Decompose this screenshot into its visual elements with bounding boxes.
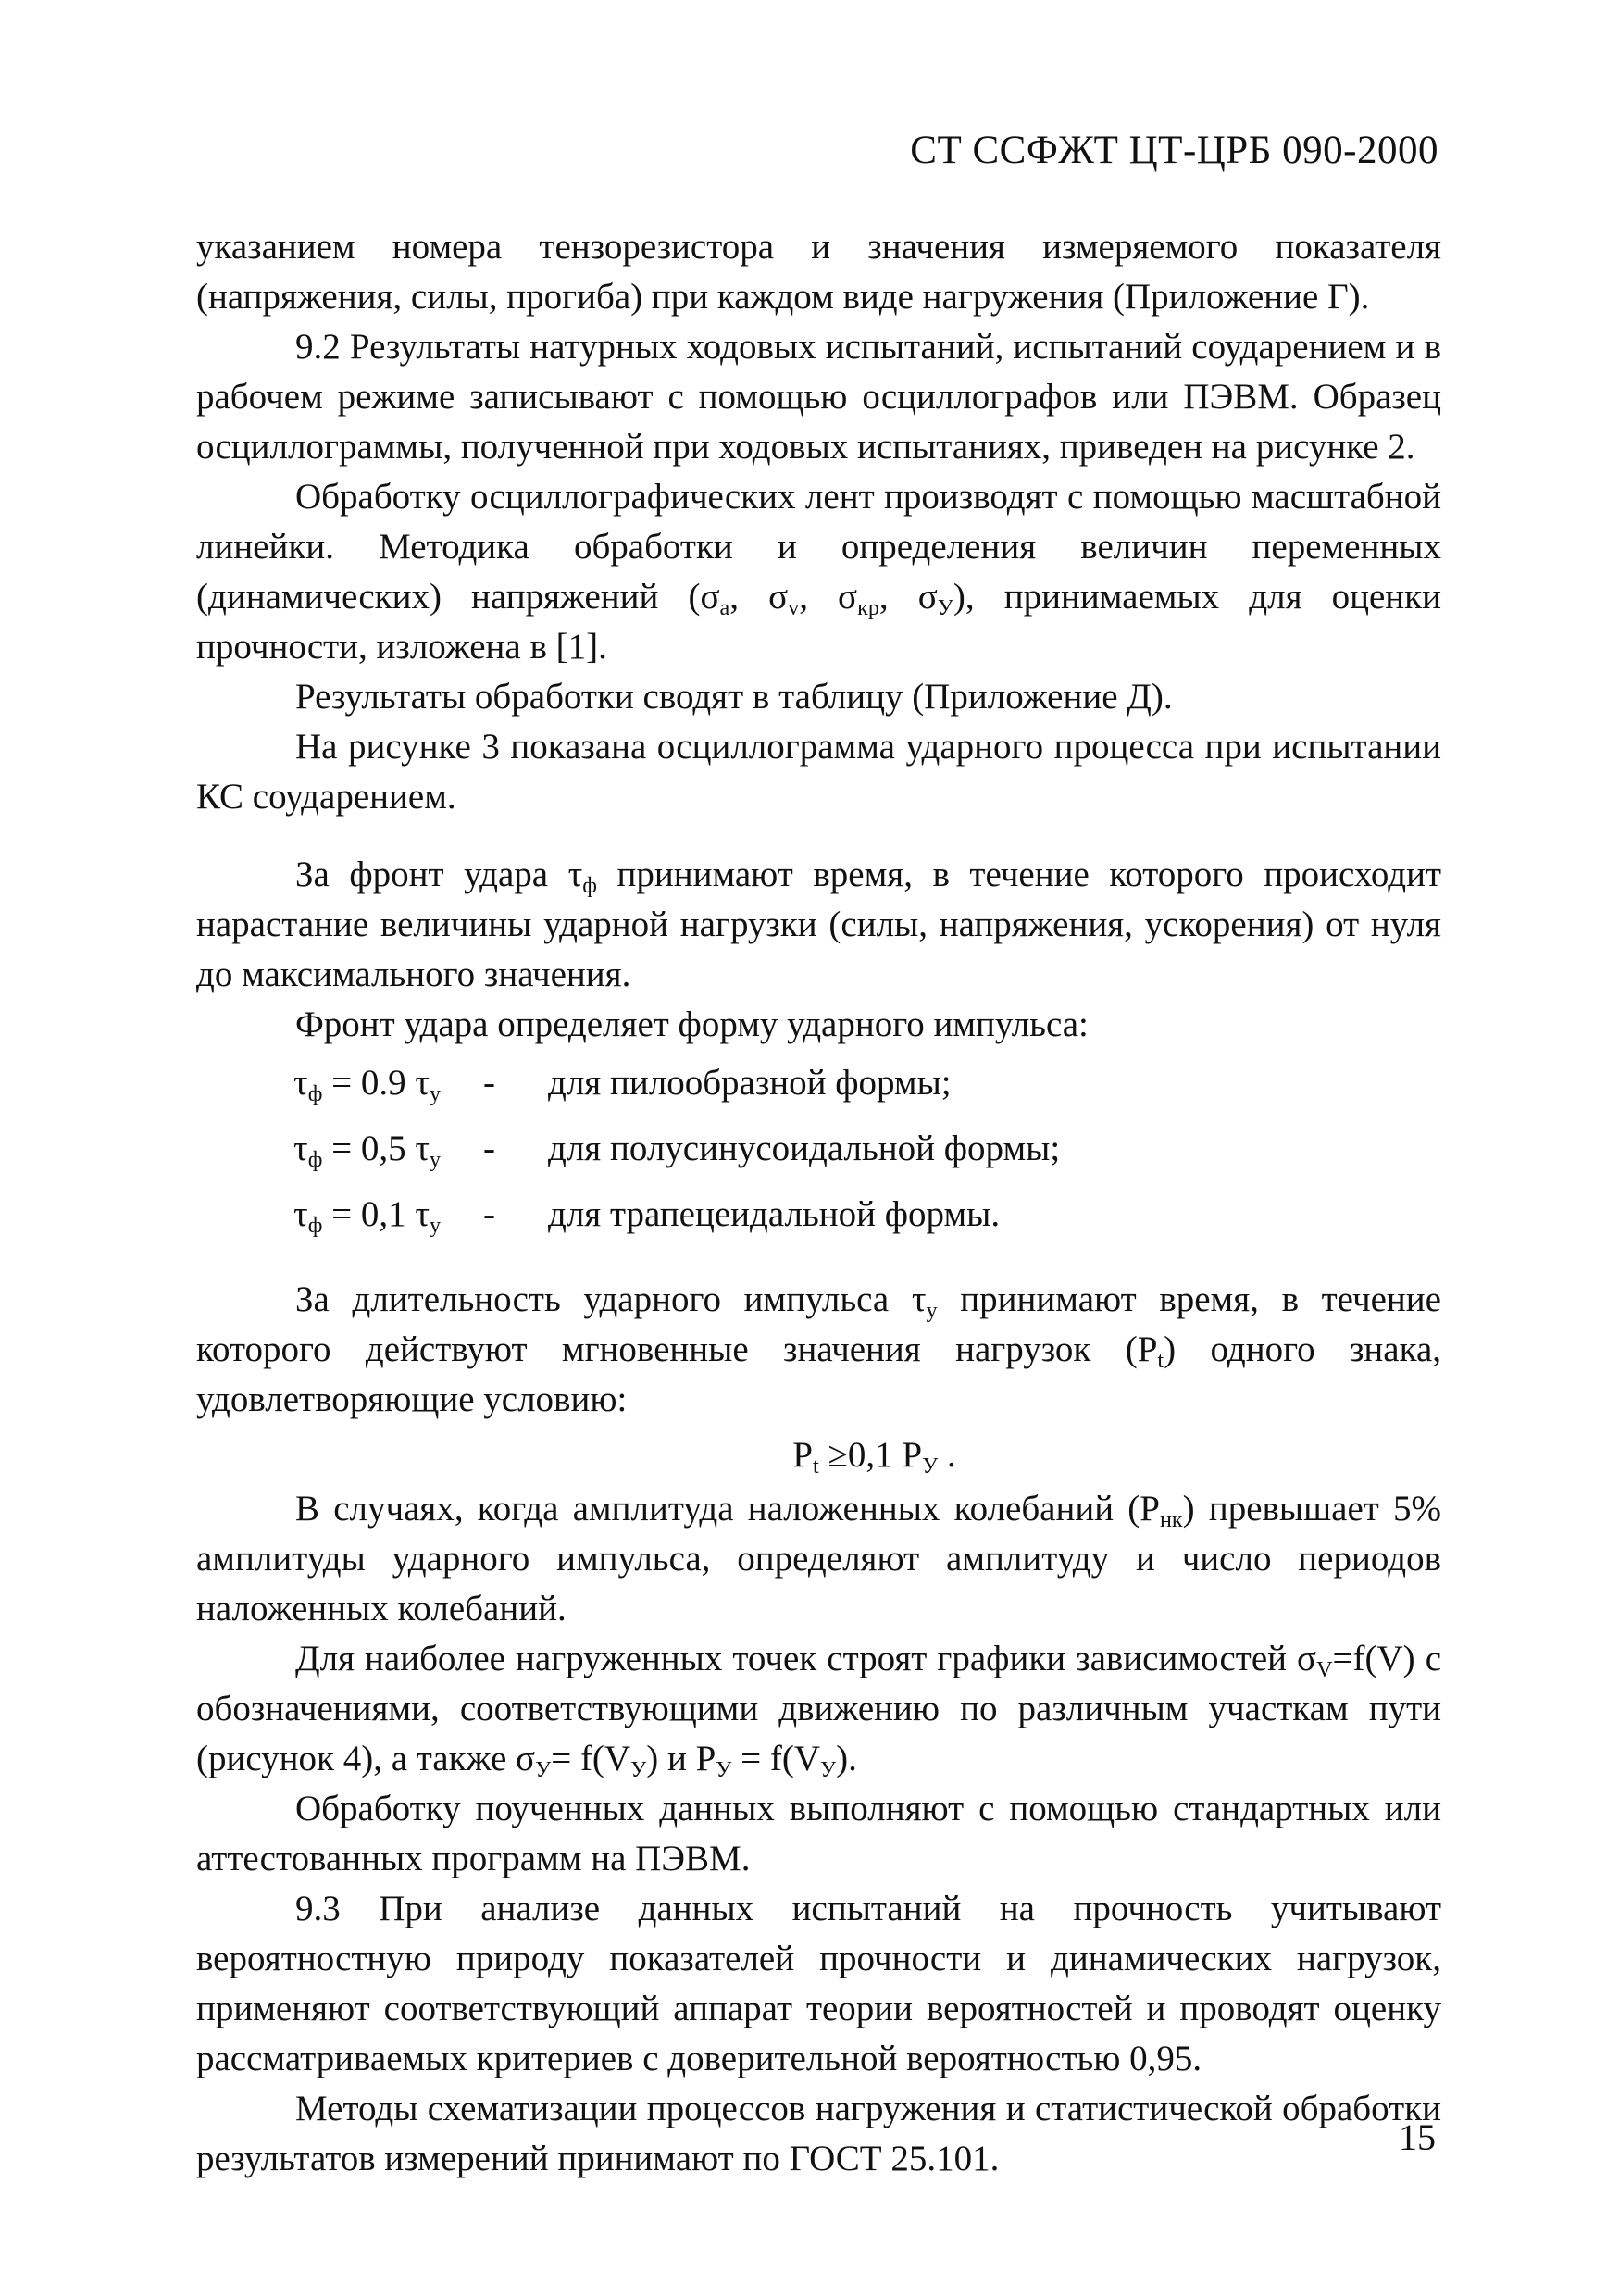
paragraph-figure-3: На рисунке 3 показана осциллограмма ударного процесса при испытании КС соударением. bbox=[196, 727, 1441, 817]
paragraph-9-2: 9.2 Результаты натурных ходовых испытаний, испытаний соударением и в рабочем режиме записывают с помощью осциллографов или ПЭВМ. Образец осциллограммы, полученной при ходовых испытаниях, приведен на рисунке 2. bbox=[196, 327, 1441, 467]
paragraph-continuation: указанием номера тензорезистора и значения измеряемого показателя (напряжения, силы, прогиба) при каждом виде нагружения (Приложение Г). bbox=[196, 227, 1441, 317]
paragraph-results-table: Результаты обработки сводят в таблицу (Приложение Д). bbox=[295, 677, 1173, 717]
page-body bbox=[196, 222, 1441, 2184]
paragraph-impulse-duration: За длительность ударного импульса $\tau_у$ принимают время, в течение которого действуют мгновенные значения нагрузок $(P_t)$ одного знака, удовлетворяющие условию: bbox=[196, 1279, 1442, 1419]
paragraph-schematization: Методы схематизации процессов нагружения и статистической обработки результатов измерений принимают по ГОСТ 25.101. bbox=[196, 2089, 1441, 2178]
paragraph-superimposed-oscillations: В случаях, когда амплитуда наложенных колебаний $(P_{нк})$ превышает 5% амплитуды ударного импульса, определяют амплитуду и число периодов наложенных колебаний. bbox=[196, 1489, 1441, 1628]
paragraph-impact-front: За фронт удара $\tau_ф$ принимают время, в течение которого происходит нарастание величины ударной нагрузки (силы, напряжения, ускорения) от нуля до максимального значения. bbox=[196, 855, 1442, 994]
paragraph-processing: Обработку осциллографических лент производят с помощью масштабной линейки. Методика обработки и определения величин переменных (динамических) напряжений ($\sigma_а$, $\sigma_v$, $\sigma_{кр}$, $\sigma_У$), принимаемых для оценки прочности, изложена в [1]. bbox=[196, 477, 1441, 667]
formula-sawtooth: $\tau_ф = 0.9$ $\tau_у$ - для пилообразной формы; bbox=[293, 1063, 952, 1106]
condition-formula: $P_t \ge 0,1$ $P_У$ . bbox=[792, 1435, 956, 1479]
paragraph-9-3: 9.3 При анализе данных испытаний на прочность учитывают вероятностную природу показателей прочности и динамических нагрузок, применяют соответствующий аппарат теории вероятностей и проводят оценку рассматриваемых критериев с доверительной вероятностью 0,95. bbox=[196, 1889, 1441, 2078]
formula-half-sine: $\tau_ф = 0,5$ $\tau_у$ - для полусинусоидальной формы; bbox=[293, 1129, 1061, 1172]
paragraph-dependency-graphs: Для наиболее нагруженных точек строят графики зависимостей $\sigma_V=f(V)$ с обозначениями, соответствующими движению по различным участкам пути (рисунок 4), а также $\sigma_У= f(V_У)$ и $P_У = f(V_У)$. bbox=[196, 1639, 1441, 1782]
formula-trapezoidal: $\tau_ф = 0,1$ $\tau_у$ - для трапецеидальной формы. bbox=[293, 1194, 1001, 1238]
paragraph-software-processing: Обработку поученных данных выполняют с помощью стандартных или аттестованных программ на ПЭВМ. bbox=[196, 1789, 1441, 1878]
paragraph-front-shape: Фронт удара определяет форму ударного импульса: bbox=[295, 1004, 1089, 1044]
page-number: 15 bbox=[1399, 2116, 1436, 2158]
document-code-header: СТ ССФЖТ ЦТ-ЦРБ 090-2000 bbox=[910, 129, 1438, 172]
